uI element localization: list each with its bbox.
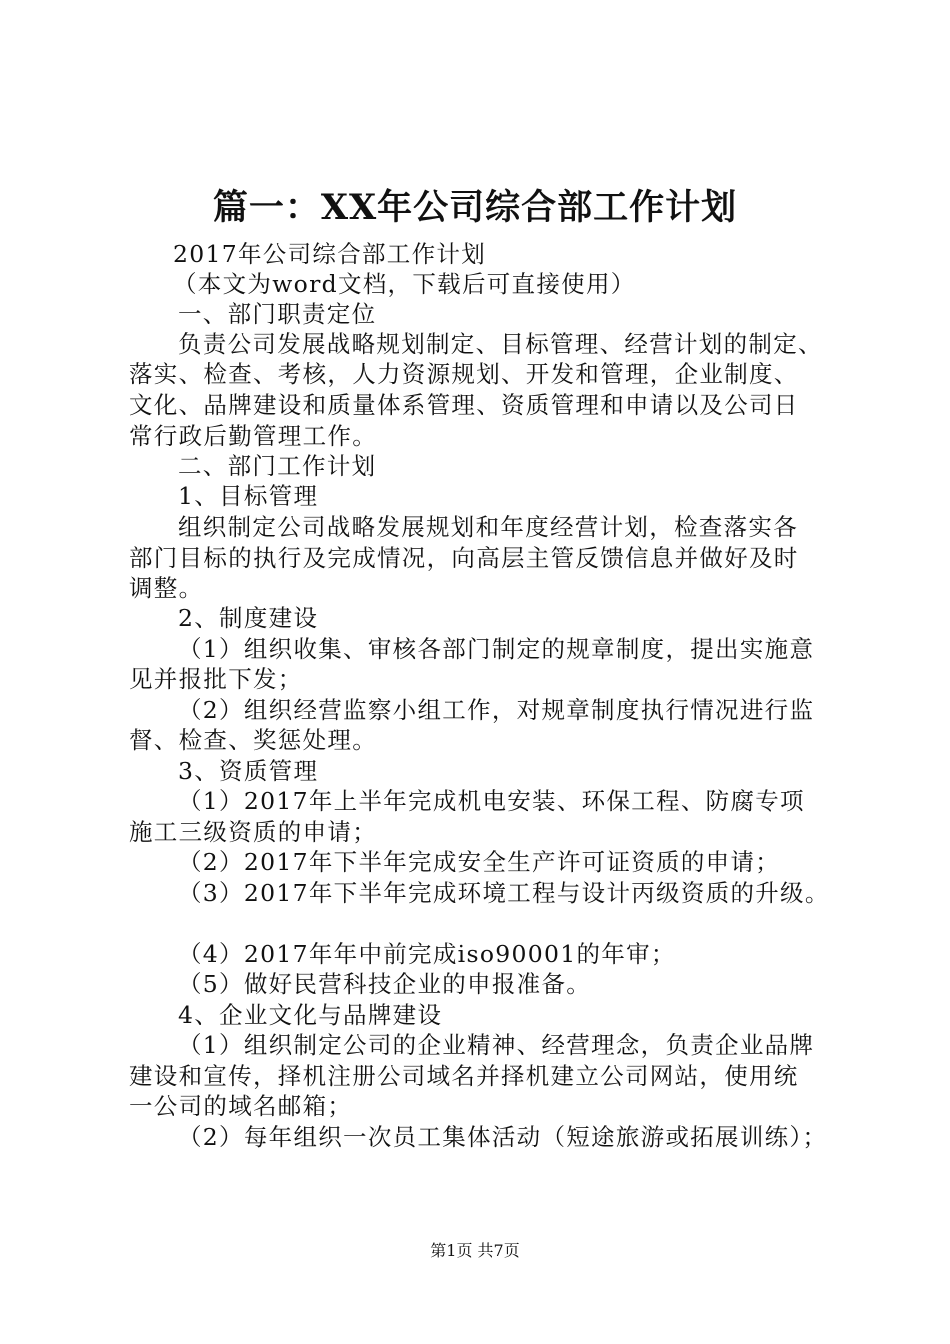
body-line: 2、制度建设 bbox=[178, 604, 319, 632]
body-line: （4）2017年年中前完成iso90001的年审； bbox=[178, 940, 676, 968]
body-line: （5）做好民营科技企业的申报准备。 bbox=[178, 970, 592, 998]
body-line: （2）2017年下半年完成安全生产许可证资质的申请； bbox=[178, 848, 781, 876]
body-line: （2）组织经营监察小组工作，对规章制度执行情况进行监 bbox=[178, 696, 815, 724]
body-line: 一公司的域名邮箱； bbox=[129, 1092, 353, 1120]
body-line: 常行政后勤管理工作。 bbox=[129, 422, 377, 450]
body-line: 3、资质管理 bbox=[178, 757, 319, 785]
page-number-footer: 第1页 共7页 bbox=[430, 1241, 520, 1260]
body-line: （1）组织收集、审核各部门制定的规章制度，提出实施意 bbox=[178, 635, 815, 663]
body-line: 4、企业文化与品牌建设 bbox=[178, 1001, 443, 1029]
body-line: 组织制定公司战略发展规划和年度经营计划，检查落实各 bbox=[178, 513, 798, 541]
body-line: 见并报批下发； bbox=[129, 665, 303, 693]
body-line: （本文为word文档，下载后可直接使用） bbox=[173, 270, 636, 298]
body-line: （1）2017年上半年完成机电安装、环保工程、防腐专项 bbox=[178, 787, 805, 815]
body-line: 2017年公司综合部工作计划 bbox=[173, 240, 487, 268]
body-line: 调整。 bbox=[129, 574, 204, 602]
body-line: （3）2017年下半年完成环境工程与设计丙级资质的升级。 bbox=[178, 879, 830, 907]
body-line: 一、部门职责定位 bbox=[178, 300, 377, 328]
body-line: 负责公司发展战略规划制定、目标管理、经营计划的制定、 bbox=[178, 330, 823, 358]
body-line: 施工三级资质的申请； bbox=[129, 818, 377, 846]
document-title: 篇一：XX年公司综合部工作计划 bbox=[212, 187, 738, 228]
body-line: 部门目标的执行及完成情况，向高层主管反馈信息并做好及时 bbox=[129, 544, 799, 572]
body-line: 1、目标管理 bbox=[178, 482, 319, 510]
body-line: 二、部门工作计划 bbox=[178, 452, 377, 480]
body-line: 文化、品牌建设和质量体系管理、资质管理和申请以及公司日 bbox=[129, 391, 799, 419]
body-line: （1）组织制定公司的企业精神、经营理念，负责企业品牌 bbox=[178, 1031, 815, 1059]
body-line: （2）每年组织一次员工集体活动（短途旅游或拓展训练）； bbox=[178, 1123, 828, 1151]
body-line: 建设和宣传，择机注册公司域名并择机建立公司网站，使用统 bbox=[129, 1062, 799, 1090]
body-line: 落实、检查、考核，人力资源规划、开发和管理，企业制度、 bbox=[129, 360, 799, 388]
body-line: 督、检查、奖惩处理。 bbox=[129, 726, 377, 754]
